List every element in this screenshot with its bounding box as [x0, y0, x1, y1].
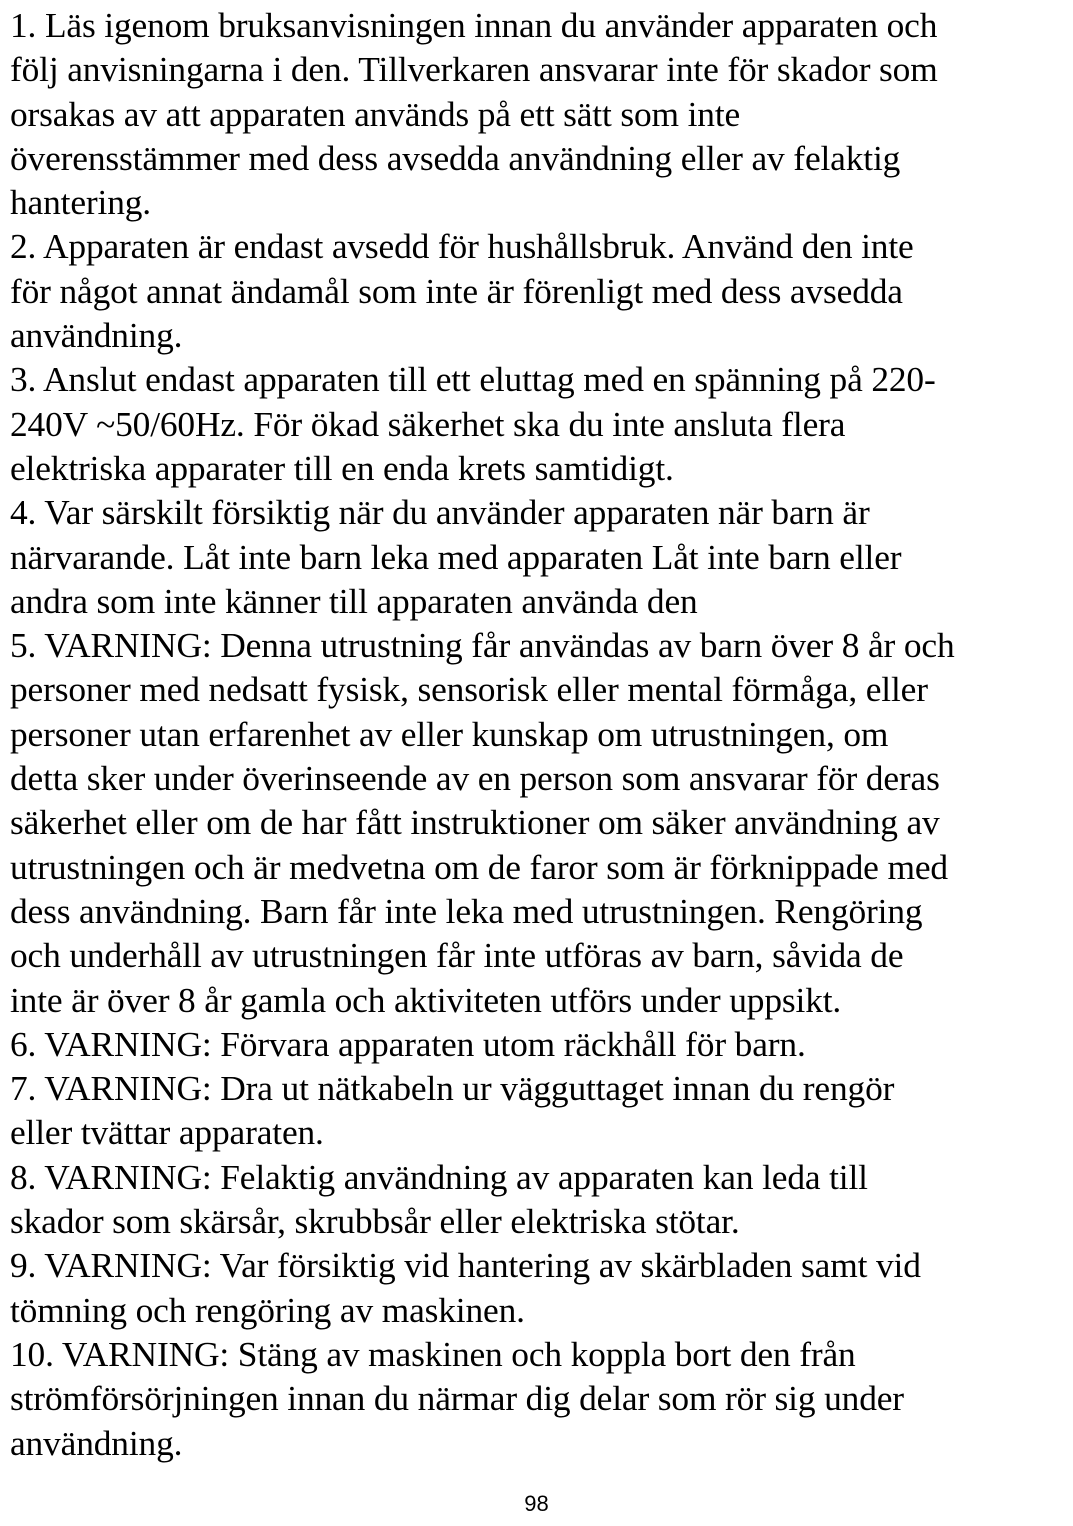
instruction-item-1: 1. Läs igenom bruksanvisningen innan du använder apparaten och följ anvisningarna i den. Tillverkaren ansvarar inte för skador som orsakas av att apparaten används på ett sätt som inte överensstämmer med dess avsedda användning eller av felaktig hantering. [10, 5, 938, 223]
document-page [10, 0, 1068, 1526]
safety-instructions-list [10, 3, 1068, 1465]
instruction-item-7: 7. VARNING: Dra ut nätkabeln ur vägguttaget innan du rengör eller tvättar apparaten. [10, 1068, 895, 1153]
instruction-item-5: 5. VARNING: Denna utrustning får användas av barn över 8 år och personer med nedsatt fysisk, sensorisk eller mental förmåga, eller personer utan erfarenhet av eller kunskap om utrustningen, om detta sker under överinseende av en person som ansvarar för deras säkerhet eller om de har fått instruktioner om säker användning av utrustningen och är medvetna om de faror som är förknippade med dess användning. Barn får inte leka med utrustningen. Rengöring och underhåll av utrustningen får inte utföras av barn, såvida de inte är över 8 år gamla och aktiviteten utförs under uppsikt. [10, 625, 955, 1020]
instruction-item-10: 10. VARNING: Stäng av maskinen och koppla bort den från strömförsörjningen innan du närmar dig delar som rör sig under användning. [10, 1333, 904, 1463]
instruction-item-3: 3. Anslut endast apparaten till ett eluttag med en spänning på 220- 240V ~50/60Hz. För ökad säkerhet ska du inte ansluta flera elektriska apparater till en enda krets samtidigt. [10, 359, 936, 488]
instruction-item-4: 4. Var särskilt försiktig när du använder apparaten när barn är närvarande. Låt inte barn leka med apparaten Låt inte barn eller andra som inte känner till apparaten använda den [10, 492, 902, 621]
instruction-item-2: 2. Apparaten är endast avsedd för hushållsbruk. Använd den inte för något annat ändamål som inte är förenligt med dess avsedda användning. [10, 226, 914, 356]
instruction-item-8: 8. VARNING: Felaktig användning av apparaten kan leda till skador som skärsår, skrubbsår eller elektriska stötar. [10, 1156, 868, 1242]
instruction-item-9: 9. VARNING: Var försiktig vid hantering av skärbladen samt vid tömning och rengöring av maskinen. [10, 1245, 921, 1330]
page-number: 98 [524, 1491, 549, 1516]
instruction-item-6: 6. VARNING: Förvara apparaten utom räckhåll för barn. [10, 1023, 806, 1064]
